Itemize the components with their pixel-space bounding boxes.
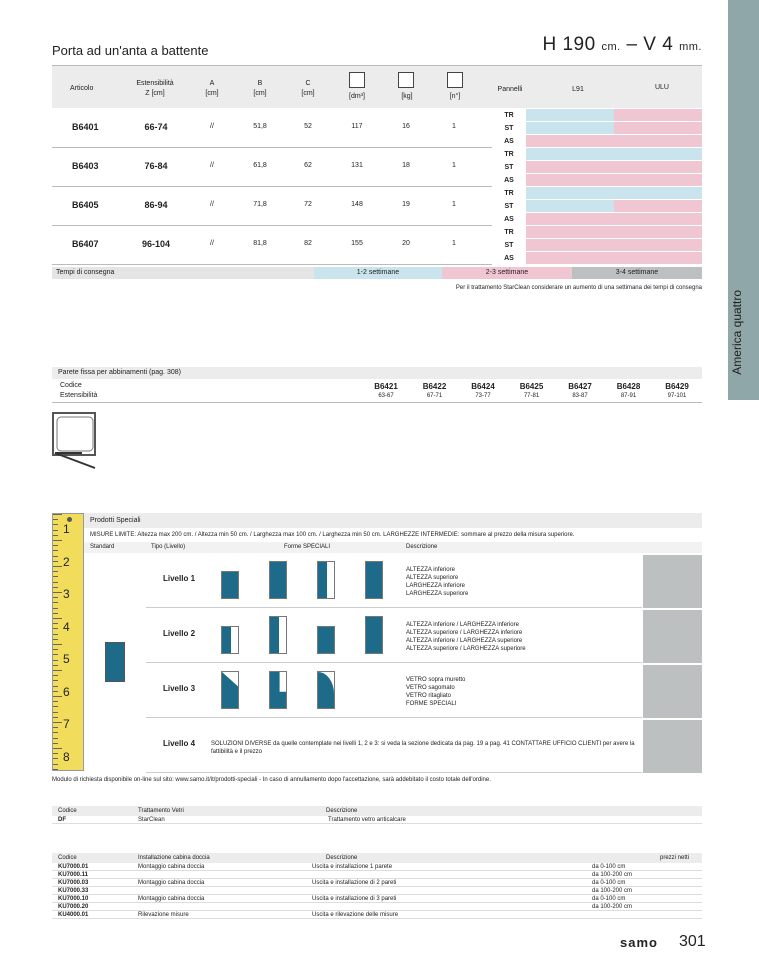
weight-value: 20: [402, 240, 410, 247]
ruler-tick: [53, 535, 58, 536]
article-code: B6403: [72, 161, 99, 171]
install-description: Uscita e installazione di 3 pareti: [312, 896, 397, 902]
special-shape: [221, 626, 239, 654]
install-range: da 100-200 cm: [592, 888, 633, 894]
install-header: [52, 853, 702, 863]
ruler-tick: [53, 727, 58, 728]
weight-value: 18: [402, 162, 410, 169]
install-range: da 0-100 cm: [592, 880, 626, 886]
packages-value: 1: [452, 162, 456, 169]
ruler-tick: [53, 680, 58, 681]
ruler-tick: [53, 654, 58, 655]
ruler-number: 8: [63, 749, 70, 764]
parete-code: B6428: [616, 382, 641, 391]
install-code: KU7000.33: [58, 888, 89, 894]
col-ulu: ULU: [654, 84, 669, 91]
install-code: KU7000.03: [58, 880, 89, 886]
level-name: Livello 4: [163, 739, 196, 748]
ulu-availability: [614, 187, 702, 200]
shape-fill: [222, 672, 238, 708]
volume-value: 117: [351, 123, 363, 130]
install-code: KU7000.01: [58, 864, 89, 870]
ruler-tick: [53, 753, 58, 754]
level-description-line: ALTEZZA inferiore / LARGHEZZA superiore: [406, 638, 523, 644]
level-name: Livello 2: [163, 629, 196, 638]
col-c-label: C: [305, 80, 311, 87]
ruler-tick: [53, 758, 58, 759]
level-description-line: ALTEZZA inferiore / LARGHEZZA inferiore: [406, 622, 519, 628]
speciali-title: Prodotti Speciali: [84, 513, 702, 528]
install-col-installazione: Installazione cabina doccia: [138, 855, 210, 861]
parete-codice-label: Codice: [60, 382, 82, 389]
col-b-label: B: [257, 80, 263, 87]
glass-value: V 4: [643, 34, 674, 55]
ruler-tick: [53, 639, 58, 640]
ruler-tick: [53, 587, 58, 588]
ruler-tick: [53, 706, 58, 707]
ulu-availability: [614, 200, 702, 213]
shape-fill: [222, 627, 231, 653]
col-tipo: Tipo (Livello): [151, 544, 186, 550]
special-shape: [269, 616, 287, 654]
level-price-box: [643, 555, 702, 608]
box-volume-icon: [349, 72, 365, 88]
height-unit: cm.: [601, 41, 621, 53]
ruler-number: 1: [63, 522, 70, 536]
ruler-tick: [53, 519, 58, 520]
special-shape: [365, 561, 383, 599]
vetri-col-descrizione: Descrizione: [326, 808, 358, 814]
install-col-codice: Codice: [58, 855, 77, 861]
b-value: 51,8: [253, 123, 267, 130]
ruler-tick: [53, 738, 58, 739]
ruler-tick: [53, 722, 62, 723]
ruler-tick: [53, 524, 58, 525]
level-name: Livello 1: [163, 574, 196, 583]
install-range: da 0-100 cm: [592, 864, 626, 870]
shape-fill: [366, 562, 382, 598]
ruler-tick: [53, 571, 58, 572]
ruler-tick: [53, 618, 62, 619]
parete-estensibilita-label: Estensibilità: [60, 392, 98, 399]
ruler-tick: [53, 696, 62, 697]
install-row: [52, 895, 702, 903]
install-col-descrizione: Descrizione: [326, 855, 358, 861]
l91-availability: [526, 174, 614, 187]
parete-code: B6429: [665, 382, 689, 391]
speciali-header: [84, 542, 702, 553]
ruler-tick: [53, 691, 58, 692]
ruler-tick: [53, 644, 62, 645]
ruler-tick: [53, 608, 58, 609]
shape-fill: [366, 617, 382, 653]
parete-code: B6422: [422, 382, 447, 391]
col-a: [202, 79, 222, 99]
parete-title: Parete fissa per abbinamenti (pag. 308): [52, 367, 702, 379]
panel-type: TR: [492, 148, 526, 161]
delivery-2-3: 2-3 settimane: [442, 267, 572, 279]
install-description: Uscita e installazione 1 parete: [312, 864, 393, 870]
c-value: 52: [304, 123, 312, 130]
b-value: 61,8: [253, 162, 267, 169]
shape-fill: [270, 672, 286, 708]
panel-type: ST: [492, 200, 526, 213]
install-code: KU7000.10: [58, 896, 89, 902]
col-descrizione: Descrizione: [406, 544, 438, 550]
install-service: Montaggio cabina doccia: [138, 896, 205, 902]
level-description-line: FORME SPECIALI: [406, 701, 457, 707]
ruler-tick: [53, 540, 62, 541]
panel-type: ST: [492, 122, 526, 135]
ruler-tick: [53, 717, 58, 718]
parete-range: 67-71: [426, 393, 443, 399]
col-l91: L91: [572, 86, 584, 93]
weight-value: 19: [402, 201, 410, 208]
col-estensibilita: [130, 79, 180, 99]
main-table-header: [52, 65, 702, 108]
level-description-line: SOLUZIONI DIVERSE da quelle contemplate nei livelli 1, 2 e 3: si veda la sezione dedicata da pag. 19 a pag. 41 CONTATTARE UFFICIO CLIENTI per avere la fattibilità e il prezzo: [211, 741, 635, 755]
install-row: [52, 863, 702, 871]
col-forme: Forme SPECIALI: [284, 544, 331, 550]
c-value: 62: [304, 162, 312, 169]
standard-door-shape: [105, 642, 125, 682]
level-description-line: ALTEZZA superiore / LARGHEZZA superiore: [406, 646, 526, 652]
shower-plan-icon: [52, 412, 98, 470]
l91-availability: [526, 187, 614, 200]
parete-range: 97-101: [667, 393, 687, 399]
speciali-modulo-note: Modulo di richiesta disponibile on-line sul sito: www.samo.it/it/prodotti-speciali - In caso di annullamento dopo l'accettazione, sarà addebitato il costo totale dell'ordine.: [52, 777, 491, 783]
level-row: [146, 610, 642, 663]
level-description: [406, 621, 636, 653]
level-description: [406, 566, 636, 598]
vetri-descrizione: Trattamento vetro anticalcare: [328, 817, 406, 823]
parete-range: 87-91: [620, 393, 637, 399]
panel-type: ST: [492, 161, 526, 174]
l91-availability: [526, 122, 614, 135]
install-service: Rilevazione misure: [138, 912, 189, 918]
level-row: [146, 555, 642, 608]
delivery-bar: [52, 267, 702, 279]
ulu-availability: [614, 252, 702, 265]
ruler-tick: [53, 701, 58, 702]
install-row: [52, 887, 702, 895]
l91-availability: [526, 148, 614, 161]
b-value: 71,8: [253, 201, 267, 208]
side-tab-label: America quattro: [730, 290, 744, 375]
level-description-line: ALTEZZA superiore: [406, 575, 459, 581]
delivery-note: Per il trattamento StarClean considerare un aumento di una settimana dei tempi di consegna: [455, 285, 702, 291]
brand-logo: samo: [620, 935, 658, 950]
level-price-box: [643, 720, 702, 773]
ruler-tick: [53, 582, 58, 583]
install-service: Montaggio cabina doccia: [138, 880, 205, 886]
vetri-col-trattamento: Trattamento Vetri: [138, 808, 184, 814]
col-b: [250, 79, 270, 99]
ulu-availability: [614, 122, 702, 135]
b-value: 81,8: [253, 240, 267, 247]
packages-icon: [447, 72, 463, 88]
ruler-tick: [53, 613, 58, 614]
panel-type: TR: [492, 226, 526, 239]
col-c: [298, 79, 318, 99]
col-articolo: Articolo: [70, 85, 94, 92]
ruler-tick: [53, 769, 58, 770]
ruler-tick: [53, 660, 58, 661]
install-table: [52, 853, 702, 919]
level-description: [211, 740, 651, 756]
col-a-label: A: [209, 80, 215, 87]
ruler-number: 2: [63, 554, 70, 569]
ruler-tick: [53, 514, 62, 515]
side-tab: [728, 0, 759, 400]
ruler-tick: [53, 550, 58, 551]
ulu-availability: [614, 148, 702, 161]
vetri-header: [52, 806, 702, 816]
ruler-tick: [53, 764, 58, 765]
a-value: //: [210, 162, 214, 169]
special-shape: [317, 626, 335, 654]
parete-divider: [52, 402, 702, 403]
install-code: KU7000.20: [58, 904, 89, 910]
install-description: Uscita e installazione di 2 pareti: [312, 880, 397, 886]
special-shape: [317, 561, 335, 599]
ruler-tick: [53, 743, 58, 744]
ruler-number: 4: [63, 619, 70, 634]
level-description-line: LARGHEZZA superiore: [406, 591, 469, 597]
col-packages-unit: [n°]: [449, 93, 461, 100]
measuring-ruler: [52, 513, 84, 771]
special-shape: [365, 616, 383, 654]
height-value: H 190: [542, 34, 596, 55]
a-value: //: [210, 123, 214, 130]
col-estensibilita-label: Estensibilità: [136, 80, 174, 87]
article-code: B6407: [72, 239, 99, 249]
install-row: [52, 879, 702, 887]
level-description: [406, 676, 636, 708]
shape-fill: [318, 562, 327, 598]
ruler-tick: [53, 634, 58, 635]
ruler-tick: [53, 732, 58, 733]
ruler-number: 7: [63, 717, 70, 731]
level-description-line: VETRO ritagliato: [406, 693, 452, 699]
level-description-line: ALTEZZA superiore / LARGHEZZA inferiore: [406, 630, 523, 636]
l91-availability: [526, 239, 614, 252]
ruler-tick: [53, 670, 62, 671]
ruler-tick: [53, 545, 58, 546]
ruler-tick: [53, 530, 58, 531]
install-row: [52, 871, 702, 879]
a-value: //: [210, 240, 214, 247]
extensibility-value: 86-94: [144, 200, 168, 210]
delivery-label: Tempi di consegna: [56, 269, 115, 276]
l91-availability: [526, 213, 614, 226]
shape-fill: [318, 627, 334, 653]
speciali-limits: MISURE LIMITE: Altezza max 200 cm. / Altezza min 50 cm. / Larghezza max 100 cm. / Larghezza min 50 cm. LARGHEZZE INTERMEDIE: sommare al prezzo della misura superiore.: [90, 532, 575, 538]
l91-availability: [526, 226, 614, 239]
col-z-label: Z [cm]: [145, 90, 165, 97]
panel-type: TR: [492, 187, 526, 200]
c-value: 72: [304, 201, 312, 208]
ulu-availability: [614, 226, 702, 239]
ruler-tick: [53, 649, 58, 650]
install-range: da 100-200 cm: [592, 904, 633, 910]
level-description-line: VETRO sopra muretto: [406, 677, 466, 683]
col-volume-unit: [dm³]: [349, 93, 365, 100]
weight-icon: [398, 72, 414, 88]
dimensions-dash: –: [620, 34, 644, 55]
ruler-number: 3: [63, 587, 70, 601]
special-shape: [317, 671, 335, 709]
panel-type: ST: [492, 239, 526, 252]
special-shape: [269, 561, 287, 599]
col-weight-unit: [kg]: [401, 93, 413, 100]
vetri-trattamento: StarClean: [138, 817, 165, 823]
ruler-tick: [53, 566, 62, 567]
panel-type: AS: [492, 174, 526, 187]
level-price-box: [643, 665, 702, 718]
level-row: [146, 665, 642, 718]
install-row: [52, 903, 702, 911]
packages-value: 1: [452, 123, 456, 130]
ruler-tick: [53, 748, 62, 749]
ulu-availability: [614, 213, 702, 226]
article-code: B6401: [72, 122, 99, 132]
ruler-tick: [53, 597, 58, 598]
parete-code: B6427: [568, 382, 592, 391]
ruler-tick: [53, 602, 58, 603]
shape-fill: [222, 572, 238, 598]
panel-type: AS: [492, 252, 526, 265]
ulu-availability: [614, 161, 702, 174]
parete-code: B6425: [519, 382, 544, 391]
col-pannelli: Pannelli: [497, 86, 523, 93]
ruler-tick: [53, 675, 58, 676]
ruler-tick: [53, 623, 58, 624]
install-col-prezzi: prezzi netti: [660, 855, 690, 861]
extensibility-value: 96-104: [141, 239, 171, 249]
l91-availability: [526, 161, 614, 174]
shape-fill: [270, 617, 279, 653]
install-row: [52, 911, 702, 919]
install-code: KU4000.01: [58, 912, 89, 918]
extensibility-value: 66-74: [144, 122, 168, 132]
col-b-unit: [cm]: [253, 90, 267, 97]
packages-value: 1: [452, 201, 456, 208]
shape-fill: [318, 672, 334, 708]
level-description-line: ALTEZZA inferiore: [406, 567, 455, 573]
parete-code: B6424: [471, 382, 495, 391]
volume-value: 155: [351, 240, 363, 247]
special-shape: [221, 671, 239, 709]
l91-availability: [526, 200, 614, 213]
install-range: da 100-200 cm: [592, 872, 633, 878]
special-shape: [269, 671, 287, 709]
l91-availability: [526, 109, 614, 122]
glass-unit: mm.: [679, 41, 702, 53]
l91-availability: [526, 135, 614, 148]
ruler-tick: [53, 686, 58, 687]
panel-type: AS: [492, 213, 526, 226]
parete-range: 73-77: [475, 393, 491, 399]
ulu-availability: [614, 174, 702, 187]
ulu-availability: [614, 239, 702, 252]
a-value: //: [210, 201, 214, 208]
ulu-availability: [614, 135, 702, 148]
vetri-row: [52, 816, 702, 824]
install-service: Montaggio cabina doccia: [138, 864, 205, 870]
install-description: Uscita e rilevazione delle misure: [312, 912, 399, 918]
ruler-tick: [53, 628, 58, 629]
ruler-tick: [53, 561, 58, 562]
extensibility-value: 76-84: [144, 161, 168, 171]
install-range: da 0-100 cm: [592, 896, 626, 902]
col-c-unit: [cm]: [301, 90, 315, 97]
col-a-unit: [cm]: [205, 90, 219, 97]
parete-code: B6421: [374, 382, 398, 391]
weight-value: 16: [402, 123, 410, 130]
ruler-tick: [53, 665, 58, 666]
level-description-line: VETRO sagomato: [406, 685, 455, 691]
ruler-tick: [53, 712, 58, 713]
dimensions-heading: [540, 34, 702, 56]
special-shape: [221, 571, 239, 599]
packages-value: 1: [452, 240, 456, 247]
panel-type: TR: [492, 109, 526, 122]
article-code: B6405: [72, 200, 99, 210]
shape-fill: [270, 562, 286, 598]
ruler-tick: [53, 576, 58, 577]
delivery-1-2: 1-2 settimane: [314, 267, 442, 279]
ruler-number: 5: [63, 652, 70, 666]
parete-range: 63-67: [378, 393, 394, 399]
l91-availability: [526, 252, 614, 265]
level-name: Livello 3: [163, 684, 196, 693]
panel-type: AS: [492, 135, 526, 148]
page-title: Porta ad un'anta a battente: [52, 43, 209, 58]
volume-value: 148: [351, 201, 363, 208]
vetri-code: DF: [58, 817, 66, 823]
level-price-box: [643, 610, 702, 663]
parete-range: 83-87: [572, 393, 588, 399]
vetri-col-codice: Codice: [58, 808, 77, 814]
volume-value: 131: [351, 162, 363, 169]
c-value: 82: [304, 240, 312, 247]
ruler-number: 6: [63, 684, 70, 699]
delivery-3-4: 3-4 settimane: [572, 267, 702, 279]
ruler-tick: [53, 556, 58, 557]
level-row: [146, 720, 642, 773]
ruler-tick: [53, 592, 62, 593]
vetri-table: [52, 806, 702, 824]
col-standard: Standard: [90, 544, 115, 550]
ulu-availability: [614, 109, 702, 122]
install-code: KU7000.11: [58, 872, 89, 878]
page-number: 301: [679, 933, 706, 950]
parete-range: 77-81: [523, 393, 540, 399]
level-description-line: LARGHEZZA inferiore: [406, 583, 466, 589]
